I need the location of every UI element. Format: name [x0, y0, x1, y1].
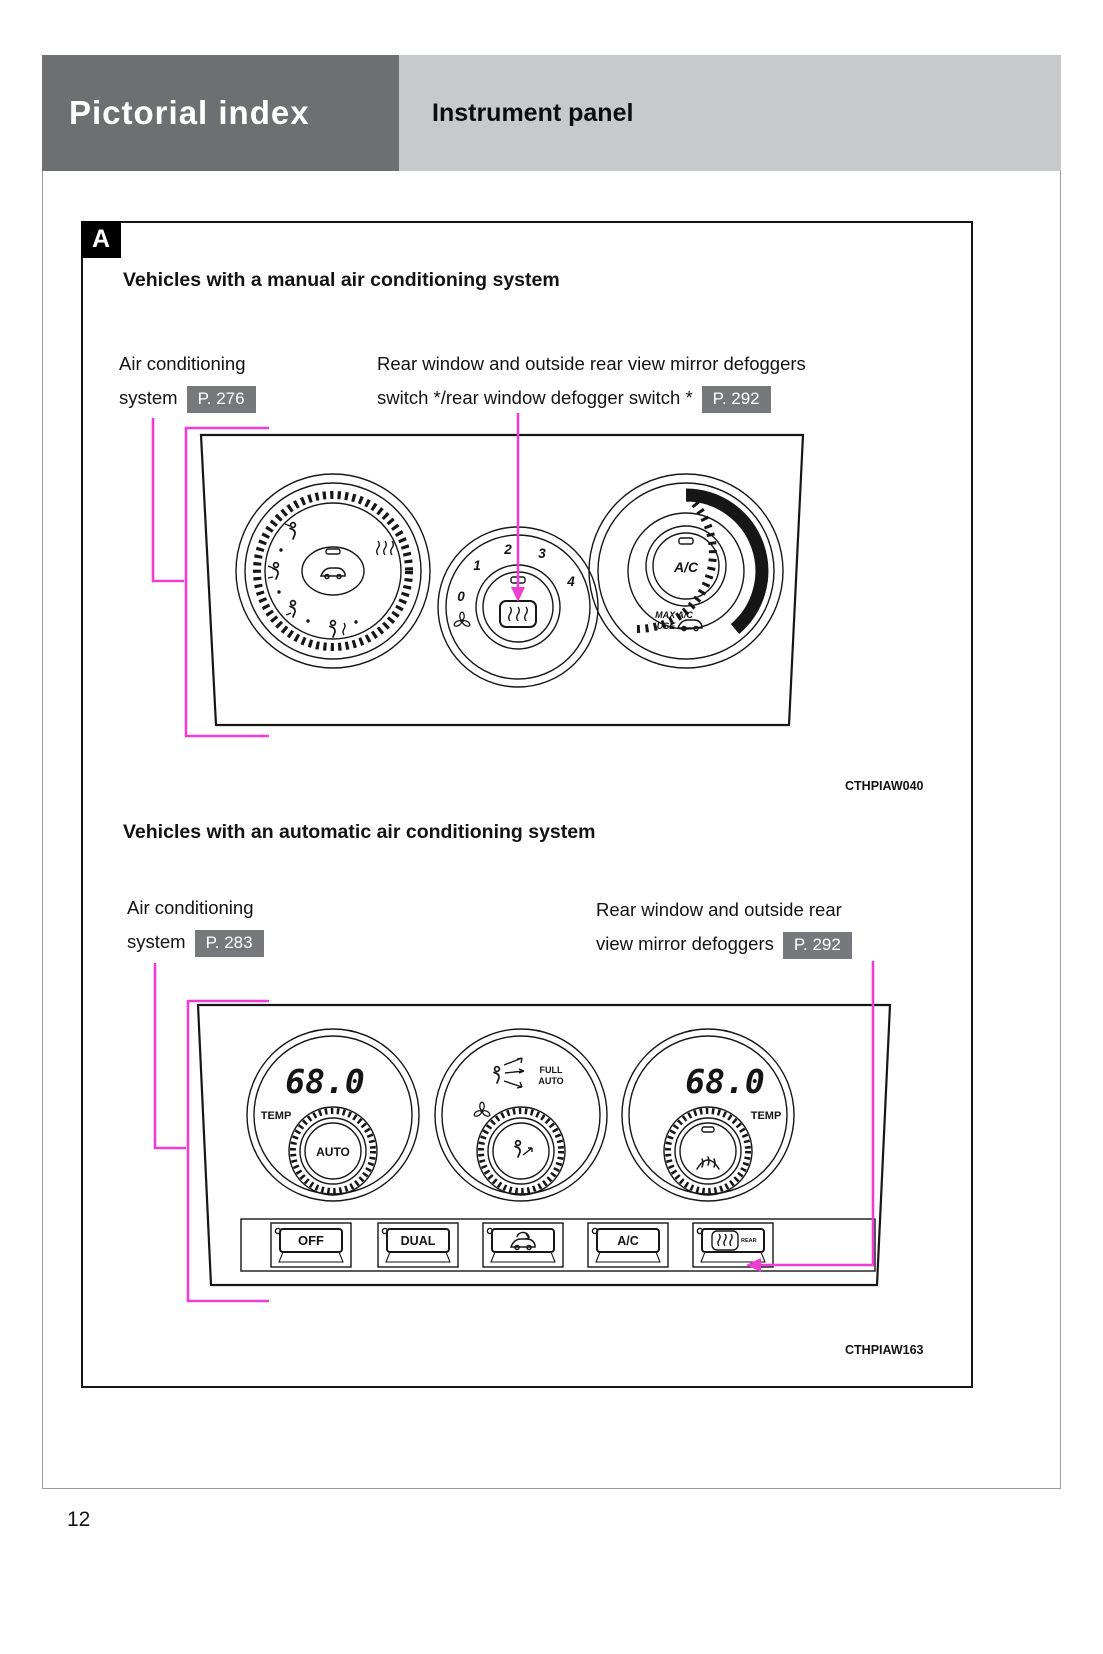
recirculation-icon — [511, 1239, 535, 1250]
page-number: 12 — [67, 1508, 91, 1531]
temp-label-left: TEMP — [260, 1110, 292, 1122]
fan-icon — [473, 1102, 490, 1117]
figure-code: CTHPIAW163 — [845, 1343, 924, 1357]
label-text: Air conditioning — [119, 353, 246, 374]
recirculation-icon — [321, 568, 345, 579]
rear-defog-icon — [509, 607, 528, 621]
fan-speed-3: 3 — [538, 546, 546, 561]
driver-temp-display: 68.0 — [285, 1062, 365, 1101]
mode-knob-icon — [515, 1141, 520, 1157]
page-ref-badge: P. 276 — [187, 386, 256, 413]
dual-button-label: DUAL — [400, 1234, 436, 1248]
manual-defogger-label — [377, 347, 806, 415]
header-section-box — [42, 55, 399, 171]
auto-ac-heading: Vehicles with an automatic air conditioning system — [123, 821, 596, 843]
temp-label-right: TEMP — [750, 1110, 782, 1122]
fan-speed-0: 0 — [457, 589, 465, 604]
fan-dial — [438, 527, 598, 687]
full-auto-label: AUTO — [538, 1076, 564, 1086]
label-text: Air conditioning — [127, 897, 254, 918]
callout-line — [155, 963, 186, 1148]
front-defrost-icon — [697, 1157, 719, 1169]
airflow-arrows-icon — [504, 1058, 524, 1088]
section-a-tab: A — [81, 221, 121, 258]
fan-speed-4: 4 — [567, 574, 575, 589]
figure-code: CTHPIAW040 — [845, 779, 924, 793]
manual-ac-panel-figure — [188, 431, 816, 729]
manual-ac-heading: Vehicles with a manual air conditioning system — [123, 269, 560, 291]
panel-outline — [201, 435, 803, 725]
passenger-temp-display: 68.0 — [685, 1062, 765, 1101]
header-topic-box — [399, 55, 1061, 171]
rear-defogger-switch — [500, 601, 536, 627]
recirculation-button — [483, 1223, 563, 1267]
label-text: view mirror defoggers — [596, 933, 774, 954]
mode-dial — [236, 474, 430, 668]
mode-icons — [268, 523, 393, 637]
label-text: Rear window and outside rear view mirror defoggers — [377, 353, 806, 374]
windshield-defrost-icon — [377, 541, 394, 555]
section-title: Pictorial index — [69, 94, 310, 131]
fan-speed-1: 1 — [473, 558, 481, 573]
off-button-label: OFF — [298, 1233, 324, 1248]
mode-fan-pod — [435, 1029, 607, 1201]
airflow-person-icon — [494, 1067, 499, 1083]
page-ref-badge: P. 292 — [702, 386, 771, 413]
rear-defog-icon — [712, 1231, 738, 1250]
page-title: Instrument panel — [432, 98, 634, 127]
figure-box — [81, 221, 973, 1388]
ac-knob-label: A/C — [673, 559, 699, 575]
max-ac-label: MAX A/C — [655, 610, 693, 620]
rear-defogger-button — [693, 1223, 773, 1267]
label-text: system — [127, 931, 186, 952]
full-auto-label: FULL — [539, 1065, 563, 1075]
rear-button-label: REAR — [741, 1238, 757, 1244]
page-ref-badge: P. 283 — [195, 930, 264, 957]
page-header — [42, 55, 1061, 171]
ac-button-label: A/C — [617, 1234, 639, 1248]
auto-ac-panel-figure — [188, 1001, 900, 1289]
button-strip — [241, 1219, 875, 1271]
label-text: switch */rear window defogger switch * — [377, 387, 693, 408]
label-text: system — [119, 387, 178, 408]
max-ac-use-label: USE — [656, 621, 676, 631]
content-frame — [42, 55, 1061, 1489]
auto-knob-label: AUTO — [316, 1145, 350, 1159]
auto-ac-system-label — [127, 891, 264, 959]
label-text: Rear window and outside rear — [596, 899, 842, 920]
manual-ac-system-label — [119, 347, 256, 415]
page-ref-badge: P. 292 — [783, 932, 852, 959]
auto-defogger-label — [596, 893, 852, 961]
fan-speed-2: 2 — [504, 542, 512, 557]
callout-line — [153, 418, 184, 581]
fan-icon — [453, 612, 470, 627]
